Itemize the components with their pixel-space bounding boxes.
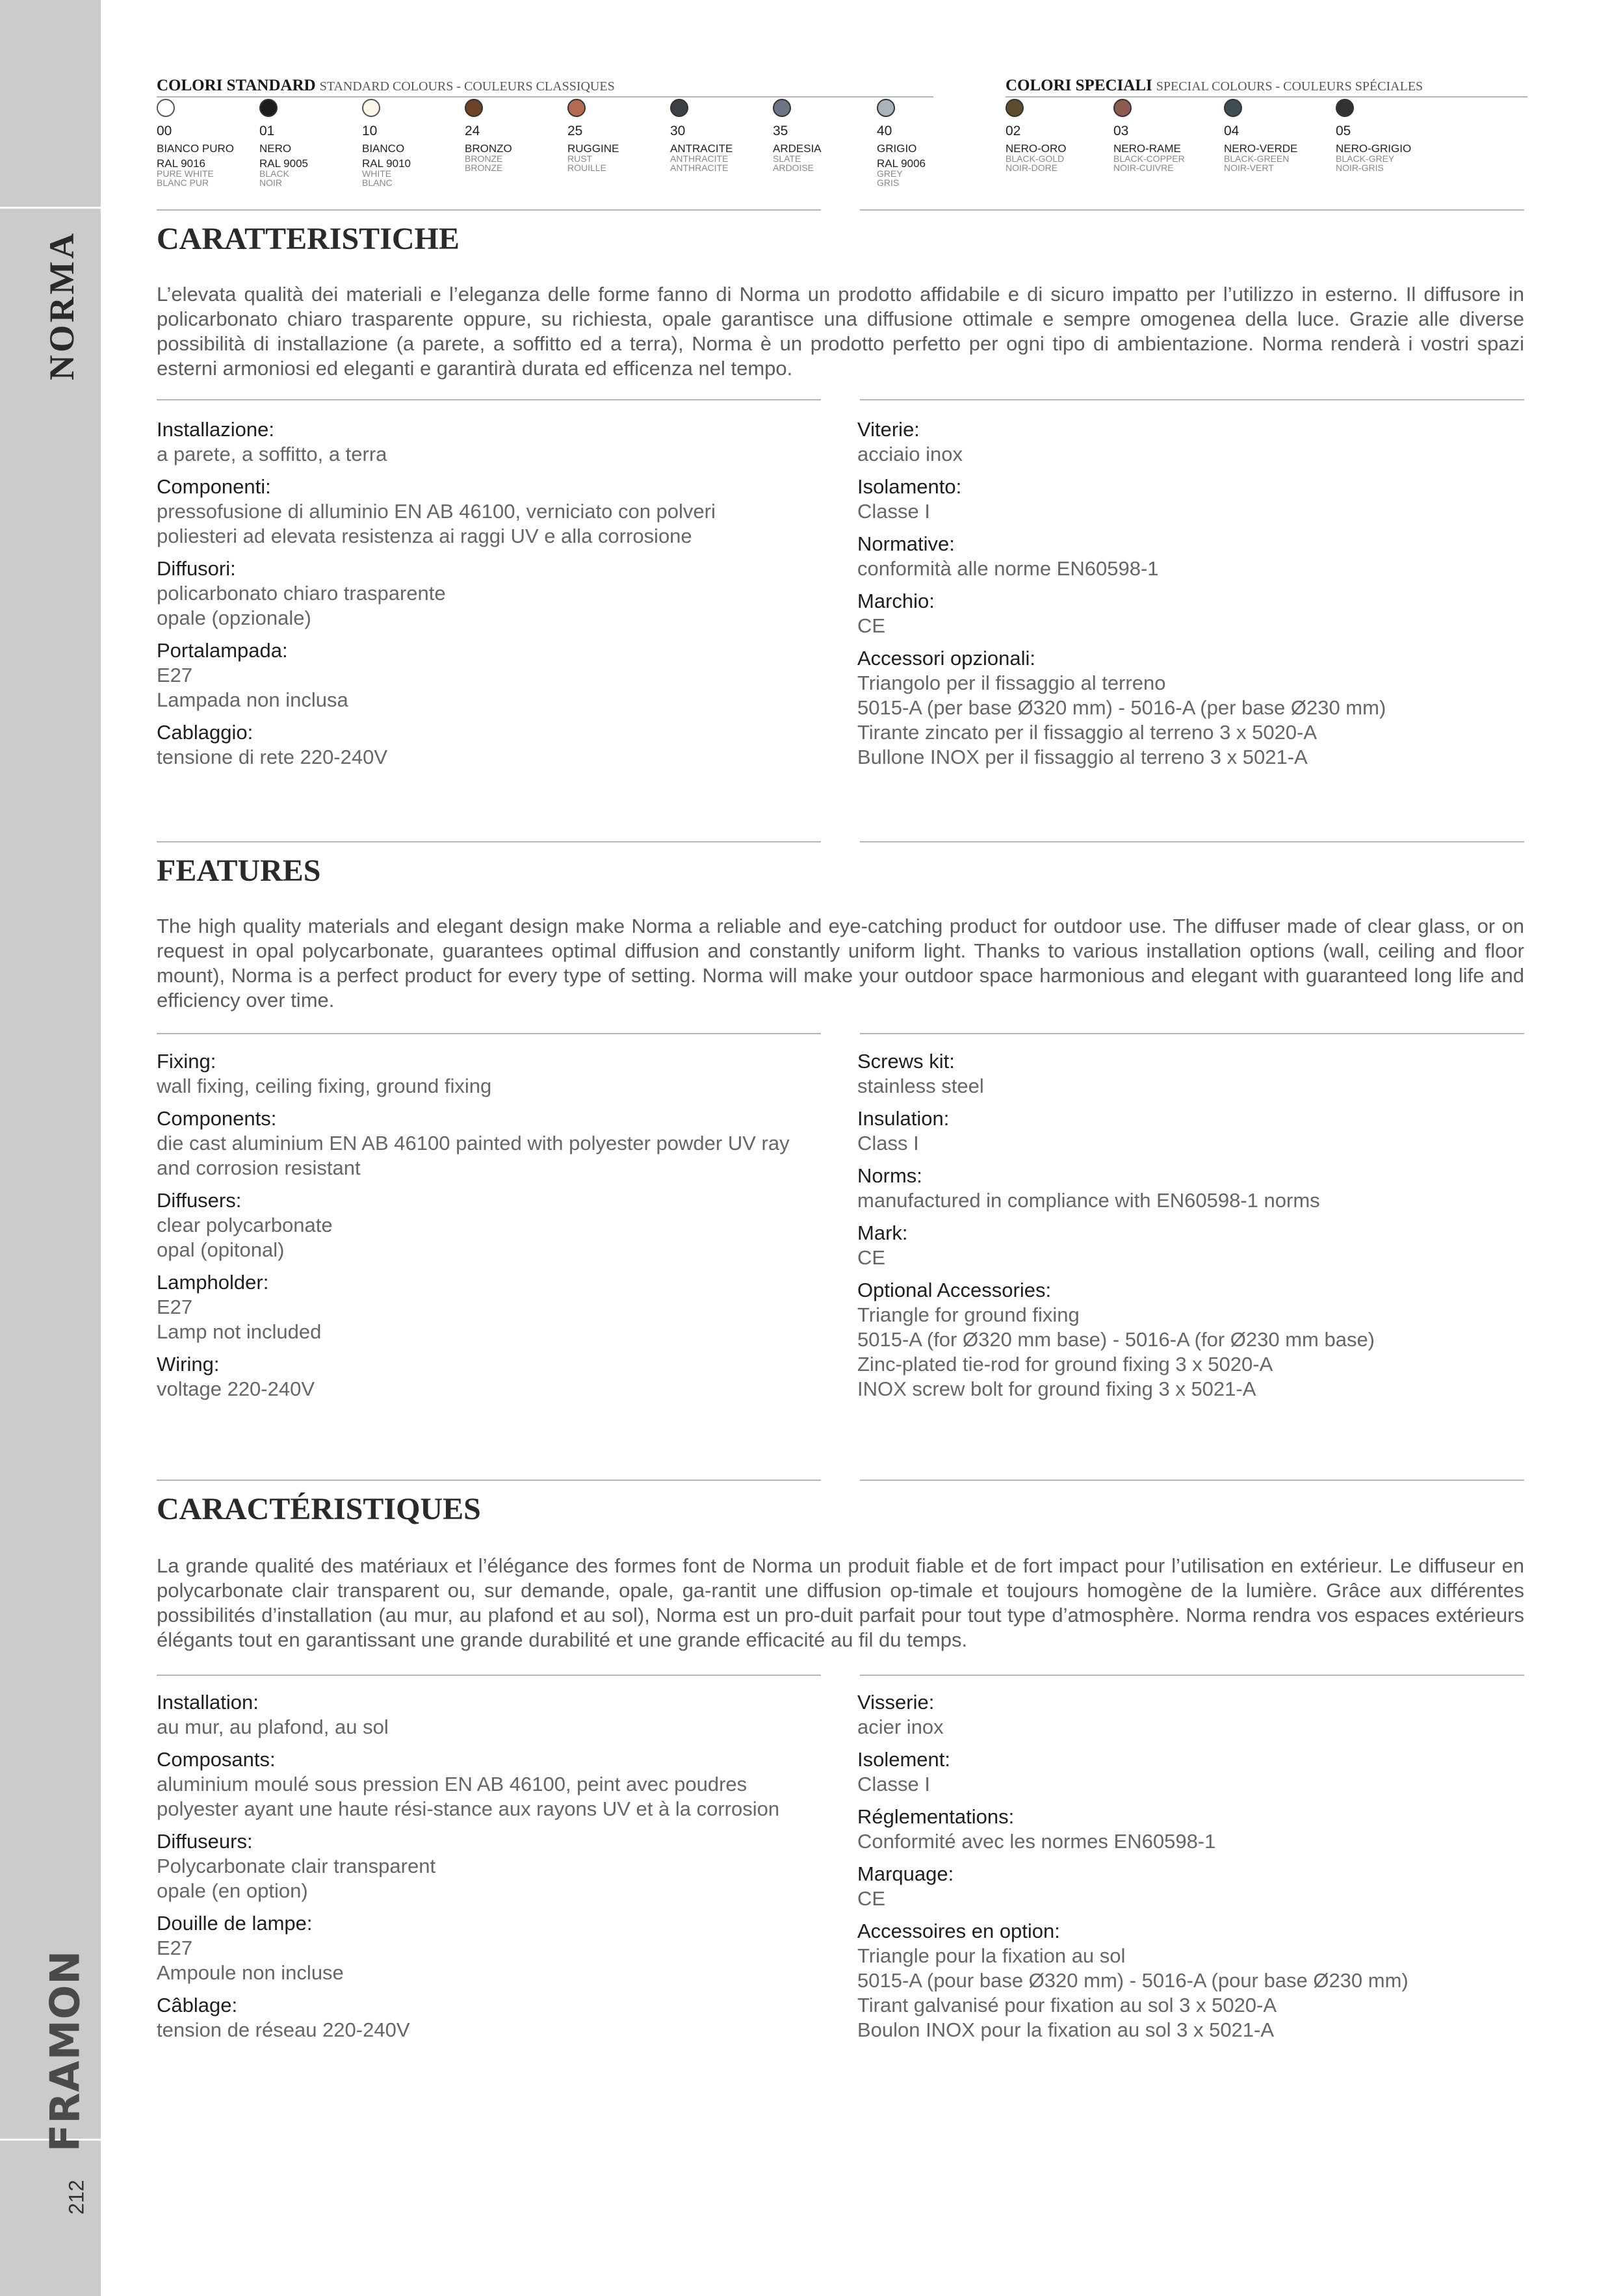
spec-item	[857, 1747, 1527, 1797]
spec-item	[857, 1919, 1527, 2042]
divider	[157, 1033, 821, 1034]
spec-value: Polycarbonate clair transparent opale (en option)	[157, 1855, 436, 1902]
spec-label: Isolamento:	[857, 475, 962, 498]
spec-label: Douille de lampe:	[157, 1912, 313, 1935]
section-title-it: CARATTERISTICHE	[157, 222, 460, 256]
spec-label: Norms:	[857, 1164, 922, 1187]
sidebar	[0, 0, 101, 2296]
spec-value: Triangolo per il fissaggio al terreno 5015-A (per base Ø320 mm) - 5016-A (per base Ø230 mm) Tirante zincato per il fissaggio al terreno 3 x 5020-A Bullone INOX per il fissaggio al terreno 3 x 5021-A	[857, 672, 1386, 768]
section-title-fr: CARACTÉRISTIQUES	[157, 1492, 481, 1526]
spec-value: a parete, a soffitto, a terra	[157, 443, 387, 465]
colour-dot	[773, 99, 791, 117]
colour-name: BIANCO PURO	[157, 142, 235, 155]
spec-label: Optional Accessories:	[857, 1279, 1052, 1301]
colour-name-en: SLATE	[773, 153, 801, 164]
colour-dot	[877, 99, 895, 117]
colour-code: 25	[567, 124, 583, 138]
spec-label: Insulation:	[857, 1107, 950, 1130]
colour-name-en: RUST	[567, 153, 593, 164]
divider	[860, 1675, 1524, 1676]
specs-right-it	[857, 417, 1527, 777]
divider	[157, 841, 821, 842]
colour-name-fr: ROUILLE	[567, 163, 606, 173]
colour-name-en: ANTHRACITE	[670, 153, 729, 164]
divider	[1006, 96, 1527, 98]
colour-swatch	[1113, 99, 1217, 172]
spec-item	[857, 417, 1527, 467]
colour-dot	[670, 99, 688, 117]
spec-item	[857, 1690, 1527, 1740]
colour-name: NERO-RAME	[1113, 142, 1181, 155]
standard-colours-header	[157, 77, 615, 95]
spec-item	[157, 720, 781, 770]
colour-name-en: BLACK-COPPER	[1113, 153, 1185, 164]
colour-code: 24	[465, 124, 480, 138]
colour-dot	[1113, 99, 1132, 117]
spec-label: Accessoires en option:	[857, 1920, 1060, 1942]
special-colours-subtitle: SPECIAL COLOURS - COULEURS SPÉCIALES	[1156, 79, 1423, 94]
intro-paragraph-en: The high quality materials and elegant design make Norma a reliable and eye-catching product for outdoor use. The diffuser made of clear glass, or on request in opal polycarbonate, guarantees optimal diffusion and constantly uniform light. Thanks to various installation options (wall, ceiling and floor mount), Norma is a perfect product for every type of setting. Norma will make your outdoor space harmonious and elegant with guaranteed long life and efficiency over time.	[157, 915, 1524, 1011]
spec-value: tensione di rete 220-240V	[157, 746, 388, 768]
spec-item	[157, 1106, 807, 1181]
colour-name-fr: ARDOISE	[773, 163, 814, 173]
section-title-en: FEATURES	[157, 854, 321, 888]
colour-name: RUGGINE	[567, 142, 619, 155]
colour-name-en: BLACK-GOLD	[1006, 153, 1065, 164]
spec-value: acier inox	[857, 1715, 944, 1738]
spec-item	[157, 1270, 807, 1344]
colour-code: 04	[1224, 124, 1240, 138]
spec-label: Câblage:	[157, 1994, 238, 2016]
spec-item	[857, 475, 1527, 524]
spec-label: Mark:	[857, 1221, 908, 1244]
colour-code: 40	[877, 124, 892, 138]
colour-dot	[362, 99, 380, 117]
spec-value: acciaio inox	[857, 443, 963, 465]
spec-item	[857, 1106, 1527, 1156]
colour-code: 01	[259, 124, 275, 138]
colour-swatch	[877, 99, 961, 187]
colour-name: ANTRACITE	[670, 142, 733, 155]
standard-colours-title: COLORI STANDARD	[157, 77, 316, 94]
spec-item	[157, 556, 781, 631]
spec-label: Diffusori:	[157, 557, 236, 580]
colour-swatch	[465, 99, 549, 172]
spec-value: pressofusione di alluminio EN AB 46100, verniciato con polveri poliesteri ad elevata resistenza ai raggi UV e alla corrosione	[157, 500, 716, 547]
colour-name-en: PURE WHITE	[157, 168, 214, 179]
spec-value: aluminium moulé sous pression EN AB 46100, peint avec poudres polyester ayant une haute rési-stance aux rayons UV et à la corrosion	[157, 1773, 780, 1820]
spec-item	[157, 475, 781, 549]
spec-label: Réglementations:	[857, 1805, 1015, 1828]
spec-label: Visserie:	[857, 1691, 935, 1714]
colour-ral: RAL 9010	[362, 157, 411, 170]
intro-paragraph-fr: La grande qualité des matériaux et l’élégance des formes font de Norma un produit fiable et de fort impact pour l’utilisation en extérieur. Le diffuseur en polycarbonate clair transparent ou, sur demande, opale, ga-rantit une diffusion op-timale et toujours homogène de la lumière. Grâce aux différentes possibilités d’installation (au mur, au plafond et au sol), Norma est un pro-duit parfait pour tout type d’atmosphère. Norma rendra vos espaces extérieurs élégants tout en garantissant une grande durabilité et une grande efficacité au fil du temps.	[157, 1554, 1524, 1651]
colour-name-fr: NOIR-VERT	[1224, 163, 1274, 173]
colour-swatch	[1006, 99, 1110, 172]
spec-item	[857, 1278, 1527, 1402]
product-name: NORMA	[42, 231, 81, 380]
spec-label: Marchio:	[857, 590, 935, 612]
spec-label: Installazione:	[157, 418, 274, 441]
colour-code: 30	[670, 124, 686, 138]
colour-dot	[1006, 99, 1024, 117]
special-colours-header	[1006, 77, 1423, 95]
colour-dot	[259, 99, 278, 117]
colour-name-fr: BRONZE	[465, 163, 503, 173]
specs-right-fr	[857, 1690, 1527, 2050]
spec-value: Triangle pour la fixation au sol 5015-A (pour base Ø320 mm) - 5016-A (pour base Ø230 mm) Tirant galvanisé pour fixation au sol 3 x 5020-A Boulon INOX pour la fixation au sol 3 x 5021-A	[857, 1944, 1409, 2041]
spec-item	[857, 589, 1527, 638]
colour-dot	[157, 99, 175, 117]
spec-item	[157, 1049, 807, 1099]
spec-item	[157, 1911, 824, 1985]
spec-item	[857, 646, 1527, 770]
divider	[860, 399, 1524, 400]
spec-value: tension de réseau 220-240V	[157, 2018, 410, 2041]
spec-item	[857, 1221, 1527, 1270]
colour-name-en: GREY	[877, 168, 903, 179]
spec-label: Normative:	[857, 532, 955, 555]
spec-label: Componenti:	[157, 475, 271, 498]
colour-name-fr: BLANC PUR	[157, 177, 209, 188]
colour-name-fr: BLANC	[362, 177, 393, 188]
colour-name: BIANCO	[362, 142, 405, 155]
colour-ral: RAL 9005	[259, 157, 308, 170]
spec-item	[157, 1747, 824, 1821]
colour-name: ARDESIA	[773, 142, 822, 155]
colour-swatch	[157, 99, 241, 187]
spec-label: Portalampada:	[157, 639, 288, 662]
colour-code: 05	[1336, 124, 1351, 138]
divider	[157, 96, 933, 98]
colour-dot	[465, 99, 483, 117]
colour-name-en: BLACK-GREY	[1336, 153, 1395, 164]
spec-item	[157, 638, 781, 712]
colour-name-fr: NOIR-DORE	[1006, 163, 1058, 173]
spec-value: stainless steel	[857, 1075, 984, 1097]
colour-ral: RAL 9006	[877, 157, 926, 170]
divider	[860, 841, 1524, 842]
colour-name: NERO-GRIGIO	[1336, 142, 1412, 155]
colour-name-en: BLACK-GREEN	[1224, 153, 1290, 164]
spec-item	[157, 1690, 824, 1740]
spec-label: Isolement:	[857, 1748, 951, 1771]
colour-name: GRIGIO	[877, 142, 917, 155]
spec-value: clear polycarbonate opal (opitonal)	[157, 1214, 333, 1261]
spec-item	[157, 1188, 807, 1262]
specs-left-en	[157, 1049, 807, 1409]
colour-swatch	[1224, 99, 1328, 172]
spec-label: Viterie:	[857, 418, 920, 441]
spec-value: Classe I	[857, 1773, 930, 1795]
divider	[860, 1033, 1524, 1034]
intro-paragraph-it: L’elevata qualità dei materiali e l’eleganza delle forme fanno di Norma un prodotto affidabile e di sicuro impatto per l’utilizzo in esterno. Il diffusore in policarbonato chiaro trasparente oppure, su richiesta, opale garantisce una diffusione ottimale e sempre omogenea della luce. Grazie alle diverse possibilità di installazione (a parete, a soffitto ed a terra), Norma è un prodotto perfetto per ogni tipo di ambientazione. Norma renderà i vostri spazi esterni armoniosi ed eleganti e garantirà durata ed efficenza nel tempo.	[157, 283, 1524, 380]
spec-value: conformità alle norme EN60598-1	[857, 557, 1159, 580]
colour-code: 35	[773, 124, 788, 138]
colour-ral: RAL 9016	[157, 157, 205, 170]
colour-dot	[567, 99, 586, 117]
colour-name-en: WHITE	[362, 168, 392, 179]
colour-swatch	[670, 99, 755, 172]
spec-item	[157, 1352, 807, 1402]
spec-value: Classe I	[857, 500, 930, 523]
colour-name: NERO-VERDE	[1224, 142, 1298, 155]
colour-code: 03	[1113, 124, 1129, 138]
spec-value: manufactured in compliance with EN60598-1 norms	[857, 1189, 1320, 1212]
colour-code: 02	[1006, 124, 1021, 138]
special-colours-title: COLORI SPECIALI	[1006, 77, 1152, 94]
spec-label: Marquage:	[857, 1862, 954, 1885]
spec-item	[857, 1164, 1527, 1213]
divider	[860, 1480, 1524, 1481]
colour-dot	[1224, 99, 1242, 117]
spec-value: au mur, au plafond, au sol	[157, 1715, 389, 1738]
spec-label: Screws kit:	[857, 1050, 955, 1073]
spec-label: Accessori opzionali:	[857, 647, 1035, 670]
spec-label: Diffuseurs:	[157, 1830, 253, 1853]
spec-value: E27 Lamp not included	[157, 1296, 322, 1343]
page-number: 212	[64, 2180, 88, 2215]
spec-item	[157, 1829, 824, 1903]
specs-left-fr	[157, 1690, 824, 2050]
colour-dot	[1336, 99, 1354, 117]
sidebar-divider	[0, 207, 101, 209]
spec-label: Components:	[157, 1107, 277, 1130]
colour-swatch	[362, 99, 447, 187]
colour-name-fr: NOIR	[259, 177, 282, 188]
spec-item	[157, 417, 781, 467]
colour-name: BRONZO	[465, 142, 512, 155]
spec-value: Triangle for ground fixing 5015-A (for Ø320 mm base) - 5016-A (for Ø230 mm base) Zinc-plated tie-rod for ground fixing 3 x 5020-A INOX screw bolt for ground fixing 3 x 5021-A	[857, 1303, 1375, 1400]
spec-label: Lampholder:	[157, 1271, 269, 1294]
spec-item	[157, 1993, 824, 2042]
colour-name-en: BRONZE	[465, 153, 503, 164]
spec-label: Wiring:	[157, 1353, 220, 1376]
spec-value: die cast aluminium EN AB 46100 painted with polyester powder UV ray and corrosion resistant	[157, 1132, 790, 1179]
spec-item	[857, 532, 1527, 581]
spec-label: Diffusers:	[157, 1189, 242, 1212]
colour-name-fr: GRIS	[877, 177, 900, 188]
colour-name-en: BLACK	[259, 168, 289, 179]
spec-label: Installation:	[157, 1691, 259, 1714]
spec-value: E27 Ampoule non incluse	[157, 1937, 344, 1984]
colour-code: 10	[362, 124, 378, 138]
colour-name-fr: NOIR-GRIS	[1336, 163, 1384, 173]
colour-code: 00	[157, 124, 172, 138]
colour-swatch	[1336, 99, 1446, 172]
colour-swatch	[773, 99, 857, 172]
spec-label: Fixing:	[157, 1050, 216, 1073]
colour-swatch	[567, 99, 652, 172]
spec-item	[857, 1049, 1527, 1099]
colour-name: NERO	[259, 142, 292, 155]
spec-value: voltage 220-240V	[157, 1377, 315, 1400]
brand-logo: FRAMON	[41, 1950, 89, 2152]
spec-value: CE	[857, 1246, 886, 1269]
spec-value: CE	[857, 614, 886, 637]
divider	[157, 209, 821, 211]
spec-value: Class I	[857, 1132, 919, 1155]
specs-right-en	[857, 1049, 1527, 1409]
spec-value: E27 Lampada non inclusa	[157, 664, 348, 711]
spec-value: CE	[857, 1887, 886, 1910]
spec-label: Composants:	[157, 1748, 276, 1771]
specs-left-it	[157, 417, 781, 777]
spec-value: Conformité avec les normes EN60598-1	[857, 1830, 1216, 1853]
colour-name-fr: NOIR-CUIVRE	[1113, 163, 1174, 173]
colour-name: NERO-ORO	[1006, 142, 1067, 155]
divider	[157, 1480, 821, 1481]
divider	[157, 399, 821, 400]
spec-value: policarbonato chiaro trasparente opale (opzionale)	[157, 582, 446, 629]
colour-name-fr: ANTHRACITE	[670, 163, 729, 173]
spec-label: Cablaggio:	[157, 721, 253, 744]
spec-value: wall fixing, ceiling fixing, ground fixing	[157, 1075, 492, 1097]
divider	[157, 1675, 821, 1676]
colour-swatch	[259, 99, 344, 187]
divider	[860, 209, 1524, 211]
spec-item	[857, 1862, 1527, 1911]
standard-colours-subtitle: STANDARD COLOURS - COULEURS CLASSIQUES	[319, 79, 615, 94]
spec-item	[857, 1805, 1527, 1854]
